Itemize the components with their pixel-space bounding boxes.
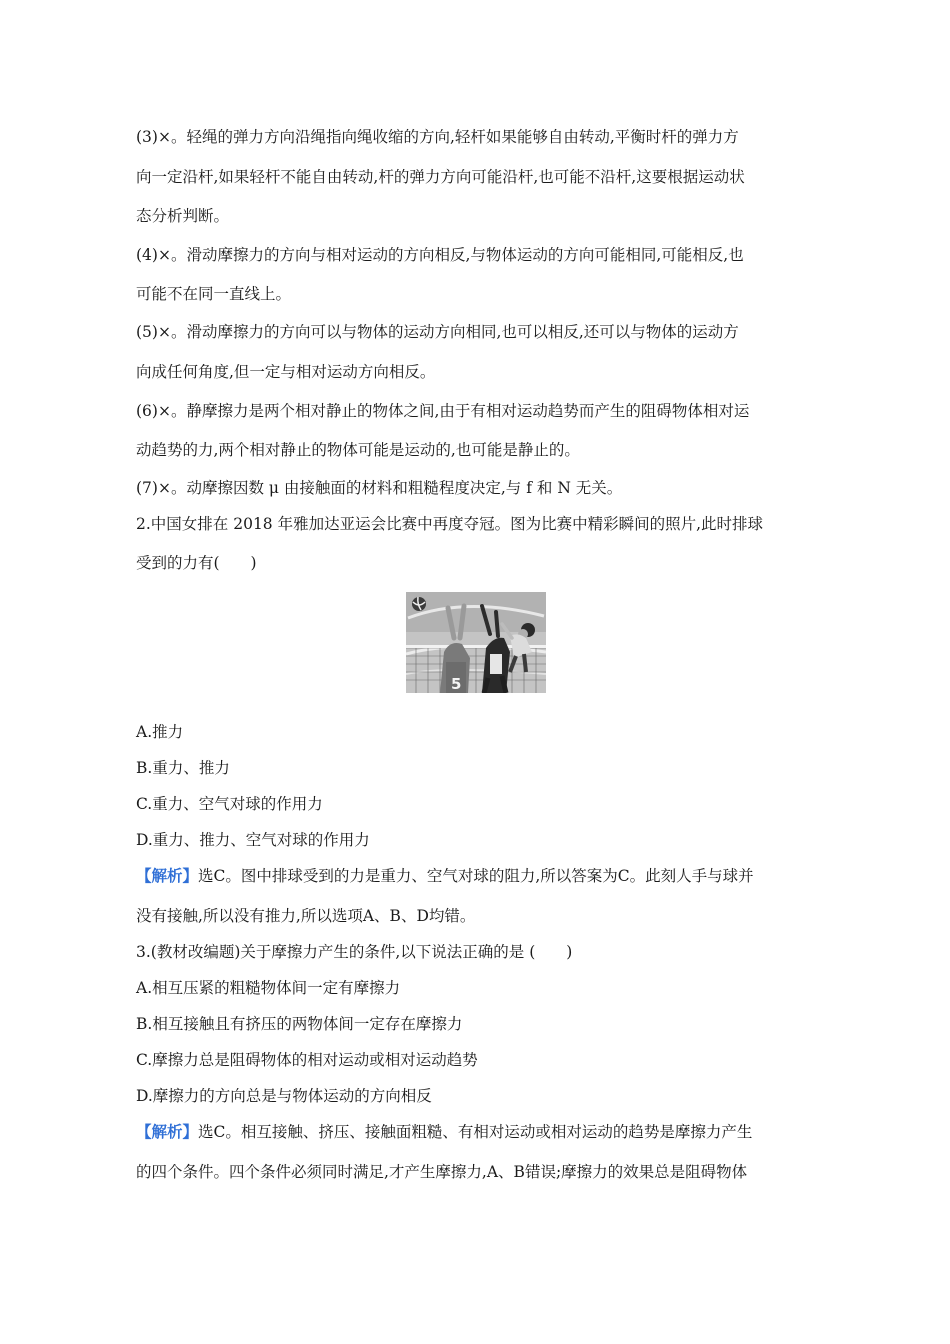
option-b: B.重力、推力 (136, 759, 230, 777)
text-line: (7)×。动摩擦因数 μ 由接触面的材料和粗糙程度决定,与 f 和 N 无关。 (136, 479, 623, 497)
text-line: (3)×。轻绳的弹力方向沿绳指向绳收缩的方向,轻杆如果能够自由转动,平衡时杆的弹力方 (136, 128, 739, 146)
text-line: 可能不在同一直线上。 (136, 285, 292, 303)
option-d: D.重力、推力、空气对球的作用力 (136, 831, 370, 849)
volleyball-icon (412, 597, 426, 611)
option-a: A.推力 (136, 723, 184, 741)
analysis-paragraph (136, 1122, 752, 1142)
analysis-text: 选C。图中排球受到的力是重力、空气对球的阻力,所以答案为C。此刻人手与球并 (198, 867, 754, 885)
text-line: 向一定沿杆,如果轻杆不能自由转动,杆的弹力方向可能沿杆,也可能不沿杆,这要根据运动状 (136, 168, 745, 186)
analysis-tag: 【解析】 (136, 1122, 199, 1141)
analysis-text: 选C。相互接触、挤压、接触面粗糙、有相对运动或相对运动的趋势是摩擦力产生 (198, 1123, 753, 1141)
text-line: 态分析判断。 (136, 207, 230, 225)
volleyball-scene-image (406, 592, 546, 693)
option-d: D.摩擦力的方向总是与物体运动的方向相反 (136, 1087, 432, 1105)
analysis-paragraph (136, 866, 754, 886)
analysis-tag: 【解析】 (136, 866, 199, 885)
option-c: C.重力、空气对球的作用力 (136, 795, 323, 813)
question-stem: 2.中国女排在 2018 年雅加达亚运会比赛中再度夺冠。图为比赛中精彩瞬间的照片,此时排球 (136, 515, 764, 533)
option-c: C.摩擦力总是阻碍物体的相对运动或相对运动趋势 (136, 1051, 478, 1069)
option-a: A.相互压紧的粗糙物体间一定有摩擦力 (136, 979, 401, 997)
text-line: (5)×。滑动摩擦力的方向可以与物体的运动方向相同,也可以相反,还可以与物体的运动方 (136, 323, 739, 341)
text-line: 动趋势的力,两个相对静止的物体可能是运动的,也可能是静止的。 (136, 441, 580, 459)
analysis-text: 的四个条件。四个条件必须同时满足,才产生摩擦力,A、B错误;摩擦力的效果总是阻碍物体 (136, 1163, 748, 1181)
option-b: B.相互接触且有挤压的两物体间一定存在摩擦力 (136, 1015, 463, 1033)
text-line: (6)×。静摩擦力是两个相对静止的物体之间,由于有相对运动趋势而产生的阻碍物体相对运 (136, 402, 750, 420)
question-stem: 3.(教材改编题)关于摩擦力产生的条件,以下说法正确的是 ( ) (136, 943, 573, 961)
text-line: 向成任何角度,但一定与相对运动方向相反。 (136, 363, 436, 381)
jersey-number: 5 (451, 675, 462, 693)
volleyball-photo (406, 592, 546, 693)
text-line: (4)×。滑动摩擦力的方向与相对运动的方向相反,与物体运动的方向可能相同,可能相反,也 (136, 246, 744, 264)
analysis-text: 没有接触,所以没有推力,所以选项A、B、D均错。 (136, 907, 476, 925)
question-stem: 受到的力有( ) (136, 554, 257, 572)
